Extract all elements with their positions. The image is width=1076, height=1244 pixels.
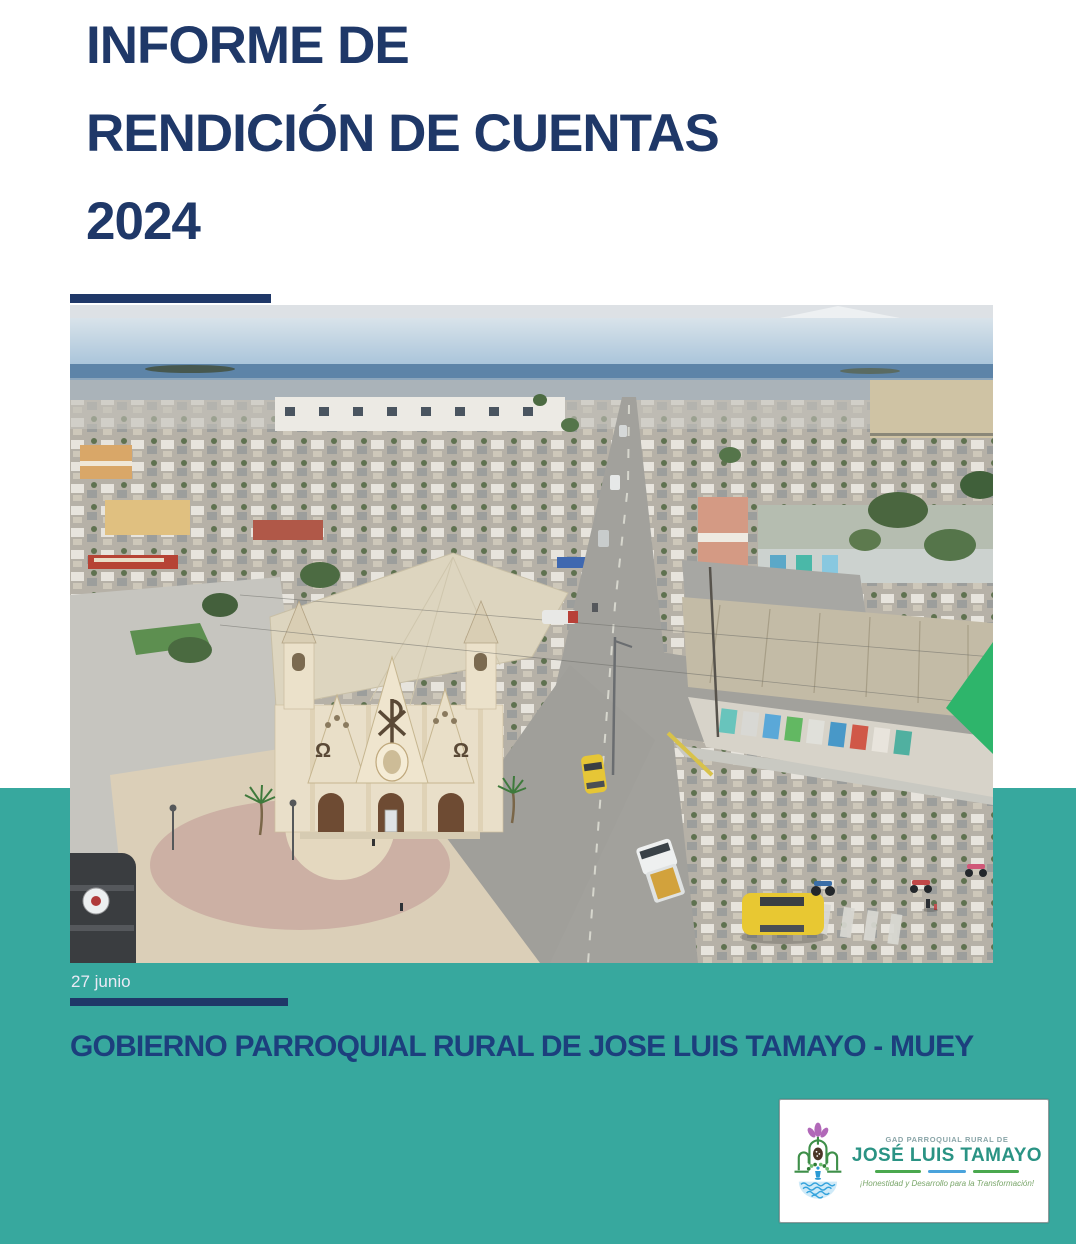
logo-name: JOSÉ LUIS TAMAYO: [851, 1144, 1042, 1166]
title-rule: [70, 294, 271, 303]
kiosk-structure: [70, 853, 136, 963]
fountain-icon: [815, 1167, 821, 1180]
title-line-1: INFORME DE: [86, 16, 409, 75]
date-rule: [70, 998, 288, 1006]
report-title: [86, 2, 719, 266]
title-line-2: RENDICIÓN DE CUENTAS: [86, 104, 719, 163]
logo-divider: [875, 1170, 1019, 1173]
logo-small-text: GAD PARROQUIAL RURAL DE: [885, 1134, 1009, 1144]
lotus-flower-icon: [806, 1123, 830, 1139]
organization-title: GOBIERNO PARROQUIAL RURAL DE JOSE LUIS TAMAYO - MUEY: [70, 1030, 974, 1063]
date-label: 27 junio: [71, 972, 131, 991]
divider-blue: [928, 1170, 966, 1173]
logo-tagline: ¡Honestidad y Desarrollo para la Transformación!: [859, 1178, 1035, 1188]
water-waves-icon: [799, 1182, 837, 1199]
sky-and-ocean: [70, 305, 993, 400]
logo-card: [779, 1099, 1049, 1223]
logo-emblem: [786, 1106, 850, 1216]
logo-text-block: [852, 1135, 1042, 1188]
svg-text:Ω: Ω: [314, 740, 332, 762]
divider-green-left: [875, 1170, 921, 1173]
divider-green-right: [973, 1170, 1019, 1173]
aerial-photo: [70, 305, 993, 963]
taxi-lower: [740, 893, 828, 944]
svg-text:Ω: Ω: [452, 740, 470, 762]
title-line-3: 2024: [86, 192, 200, 251]
